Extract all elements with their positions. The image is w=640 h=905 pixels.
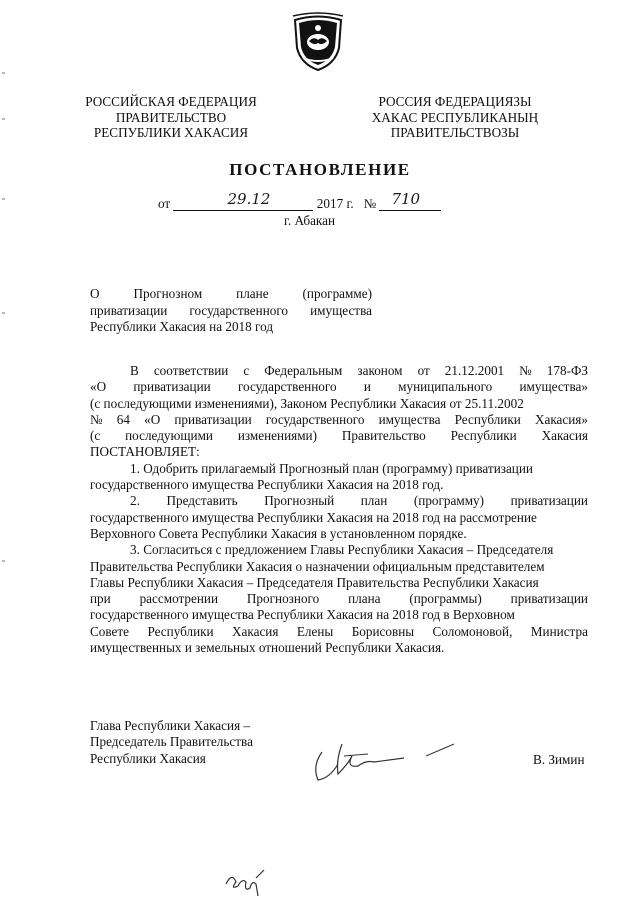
handwritten-number: 710 <box>391 190 421 208</box>
body-word: изменениями) <box>237 428 318 444</box>
body-word: Республики <box>450 428 517 444</box>
document-title: ПОСТАНОВЛЕНИЕ <box>229 160 411 179</box>
date-number-line <box>158 190 441 212</box>
signatory-line: Председатель Правительства <box>90 734 253 750</box>
body-line <box>90 607 588 623</box>
body-word: Хакасия» <box>534 411 588 427</box>
body-word: приватизации <box>133 379 211 395</box>
header-right-line: ХАКАС РЕСПУБЛИКАНЫҢ <box>371 109 539 125</box>
handwritten-signature-icon <box>308 738 458 786</box>
body-line <box>90 444 588 460</box>
body-word: В <box>130 363 139 378</box>
body-word: приватизации <box>174 411 252 427</box>
body-word: Совете <box>90 623 130 639</box>
body-word: рассмотрении <box>139 591 219 607</box>
number-sign: № <box>363 196 377 211</box>
body-word: 64 <box>116 411 130 427</box>
number-field <box>379 190 441 211</box>
header-right-khakas <box>340 94 570 141</box>
body-word: № <box>519 363 532 378</box>
body-word: имущественных и земельных отношений Республики Хакасия. <box>90 640 445 656</box>
subject-word: Прогнозном <box>133 286 203 301</box>
header-left-line: ПРАВИТЕЛЬСТВО <box>115 109 227 125</box>
scan-edge-mark <box>2 118 5 120</box>
body-word: и <box>363 379 371 395</box>
subject-word: плане <box>236 286 269 301</box>
subject-word: О <box>90 286 100 301</box>
body-line <box>90 379 588 395</box>
year-text: 2017 г. <box>316 196 354 211</box>
handwritten-date: 29.12 <box>227 190 271 208</box>
body-word: Правительства Республики Хакасия о назначении официальным представителем <box>90 558 545 574</box>
body-word: 2. <box>130 493 140 509</box>
scan-edge-mark <box>2 198 5 200</box>
body-word: с <box>243 363 250 378</box>
body-line <box>90 542 588 558</box>
body-word: ПОСТАНОВЛЯЕТ: <box>90 444 200 460</box>
signatory-line: Республики Хакасия <box>90 750 206 766</box>
subject-word: приватизации <box>90 302 168 318</box>
subject-word: государственного <box>189 302 289 318</box>
body-word: Соломоновой, <box>432 623 513 639</box>
body-word: (программы) <box>409 591 482 607</box>
body-word: «О <box>144 411 161 427</box>
body-word: приватизации <box>510 591 588 607</box>
body-word: Борисовны <box>351 623 415 639</box>
body-line <box>90 624 588 640</box>
header-left-line: РЕСПУБЛИКИ ХАКАСИЯ <box>93 125 249 140</box>
body-line <box>90 493 588 509</box>
body-line <box>90 363 588 379</box>
body-word: законом <box>357 363 403 378</box>
body-word: Федеральным <box>264 363 343 378</box>
body-word: имущества» <box>519 379 588 395</box>
body-word: Представить <box>166 493 238 509</box>
body-word: 178-ФЗ <box>546 363 588 378</box>
body-word: Республики <box>147 623 214 639</box>
body-line <box>90 428 588 444</box>
body-word: государственного имущества Республики Хакасия на 2018 год на рассмотрение <box>90 509 537 525</box>
body-word: (с <box>90 428 101 444</box>
body-line <box>90 575 588 591</box>
body-word: государственного имущества Республики Хакасия на 2018 год в Верховном <box>90 607 515 623</box>
body-word: имущества <box>378 411 441 427</box>
subject-line <box>90 286 372 303</box>
body-word: плана <box>348 591 381 607</box>
handwritten-mark-icon <box>222 868 270 898</box>
body-word: государственного <box>237 379 337 395</box>
subject-word: (программе) <box>302 286 372 301</box>
body-line <box>90 396 588 412</box>
date-field <box>173 190 313 211</box>
body-line <box>90 477 588 493</box>
header-right-line: ПРАВИТЕЛЬСТВОЗЫ <box>390 125 520 140</box>
body-word: 1. Одобрить прилагаемый Прогнозный план (программу) приватизации <box>130 460 533 476</box>
body-word: Верховного Совета Республики Хакасия в установленном порядке. <box>90 525 467 541</box>
body-word: Правительство <box>341 428 426 444</box>
body-word: муниципального <box>398 379 493 395</box>
body-word: № <box>90 411 103 427</box>
body-line <box>90 526 588 542</box>
body-word: Прогнозного <box>246 591 320 607</box>
body-word: Прогнозный <box>264 493 335 509</box>
body-line <box>90 559 588 575</box>
subject-block <box>90 286 372 336</box>
signatory-name: В. Зимин <box>533 752 585 767</box>
body-word: Министра <box>530 623 588 639</box>
signatory-title <box>90 718 253 767</box>
coat-of-arms-icon <box>289 12 347 74</box>
subject-word: имущества <box>310 302 372 318</box>
body-word: государственного <box>265 411 365 427</box>
body-word: 3. Согласиться с предложением Главы Республики Хакасия – Председателя <box>130 542 554 558</box>
date-prefix: от <box>158 196 171 211</box>
scan-edge-mark <box>2 560 5 562</box>
body-line <box>90 591 588 607</box>
body-word: (с последующими изменениями), Законом Республики Хакасия от 25.11.2002 <box>90 395 524 411</box>
body-word: Хакасия <box>541 428 588 444</box>
body-word: Главы Республики Хакасия – Председателя Правительства Республики Хакасия <box>90 574 539 590</box>
body-word: последующими <box>125 428 213 444</box>
body-line <box>90 640 588 656</box>
body-line <box>90 461 588 477</box>
header-left-line: РОССИЙСКАЯ ФЕДЕРАЦИЯ <box>85 94 257 109</box>
body-word: (программу) <box>413 493 485 509</box>
body-word: Елены <box>296 623 334 639</box>
subject-line <box>90 303 372 320</box>
body-word: Республики <box>454 411 521 427</box>
body-line <box>90 510 588 526</box>
header-left-russian <box>56 94 286 141</box>
body-word: план <box>360 493 388 509</box>
body-word: 21.12.2001 <box>444 363 505 378</box>
body-word: при <box>90 591 111 607</box>
body-line <box>90 412 588 428</box>
body-word: приватизации <box>510 493 588 509</box>
subject-line <box>90 319 372 336</box>
scan-edge-mark <box>2 72 5 74</box>
body-word: Хакасия <box>232 623 279 639</box>
body-word: государственного имущества Республики Хакасия на 2018 год. <box>90 477 444 493</box>
header-right-line: РОССИЯ ФЕДЕРАЦИЯЗЫ <box>378 94 532 109</box>
scan-edge-mark <box>2 312 5 314</box>
body-word: от <box>417 363 430 378</box>
resolution-body <box>90 363 588 656</box>
signatory-line: Глава Республики Хакасия – <box>90 718 251 733</box>
subject-word: Республики Хакасия на 2018 год <box>90 319 274 334</box>
body-word: соответствии <box>153 363 229 378</box>
body-word: «О <box>90 379 107 395</box>
city-name: г. Абакан <box>284 213 336 228</box>
